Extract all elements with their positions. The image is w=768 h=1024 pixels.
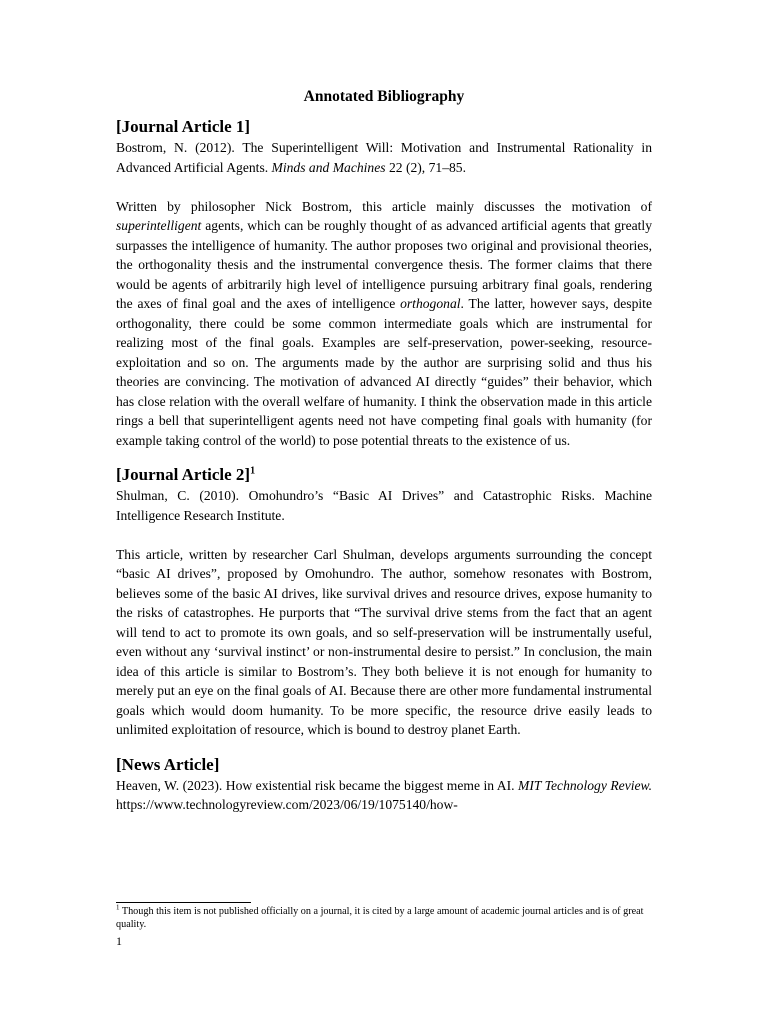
section-news-article bbox=[116, 754, 652, 815]
paragraph-text: . The latter, however says, despite orthogonality, there could be some common intermediate goals which are instrumental for realizing most of the final goals. Examples are self-preservation, power-seeking, resource-exploitation and so on. The arguments made by the author are surprising solid and thus his theories are convincing. The motivation of advanced AI directly “guides” their behavior, which has close relation with the overall welfare of humanity. I think the observation made in this article rings a bell that superintelligent agents need not have competing final goals with humanity (for example taking control of the world) to pose potential threats to the existence of us. bbox=[116, 296, 652, 448]
heading-text: [News Article] bbox=[116, 754, 220, 774]
annotation-paragraph: This article, written by researcher Carl Shulman, develops arguments surrounding the concept “basic AI drives”, proposed by Omohundro. The author, somehow resonates with Bostrom, believes some of the basic AI drives, like survival drives and resource drives, expose humanity to the risks of catastrophes. He purports that “The survival drive stems from the fact that an agent will tend to act to promote its own goals, and so self-preservation will be instrumentally useful, even without any ‘survival instinct’ or non-instrumental desire to persist.” In conclusion, the main idea of this article is similar to Bostrom’s. They both believe it is not enough for humanity to merely put an eye on the final goals of AI. Because there are other more fundamental instrumental goals which would doom humanity. To be more specific, the resource drive easily leads to unlimited exploitation of resource, which is bound to destroy planet Earth. bbox=[116, 546, 652, 737]
section-heading bbox=[116, 116, 652, 138]
page-number: 1 bbox=[116, 934, 122, 948]
footnote-reference[interactable]: 1 bbox=[250, 465, 256, 477]
heading-text: [Journal Article 1] bbox=[116, 117, 251, 136]
document-page bbox=[116, 86, 652, 829]
section-journal-article-2 bbox=[116, 464, 652, 740]
annotation-paragraph bbox=[116, 197, 652, 451]
heading-text: [Journal Article 2] bbox=[116, 465, 251, 484]
section-heading bbox=[116, 464, 652, 486]
footnote bbox=[116, 905, 652, 931]
citation-volume: 22 (2), 71–85. bbox=[385, 159, 466, 175]
citation-url[interactable]: https://www.technologyreview.com/2023/06/19/1075140/how- bbox=[116, 797, 458, 812]
citation-text: Bostrom, N. (2012). The Superintelligent Will: Motivation and Instrumental Rationality in Advanced Artificial Agents. bbox=[116, 140, 652, 175]
citation bbox=[116, 776, 652, 815]
footnote-text: Though this item is not published officially on a journal, it is cited by a large amount of academic journal articles and is of great quality. bbox=[116, 906, 644, 930]
italic-term: superintelligent bbox=[116, 218, 202, 233]
footnote-separator bbox=[116, 902, 251, 903]
journal-name: Minds and Machines bbox=[271, 159, 386, 175]
paragraph-text: agents, which can be roughly thought of as advanced artificial agents that greatly surpasses the intelligence of humanity. The author proposes two original and provisional theories, the orthogonality thesis and the instrumental convergence thesis. The former claims that there would be agents of arbitrarily high level of intelligence pursuing arbitrary final goals, rendering the axes of final goal and the axes of intelligence bbox=[116, 218, 652, 311]
citation bbox=[116, 138, 652, 177]
citation-text: Heaven, W. (2023). How existential risk became the biggest meme in AI. bbox=[116, 777, 519, 793]
section-heading bbox=[116, 754, 652, 776]
document-title: Annotated Bibliography bbox=[303, 88, 465, 105]
citation: Shulman, C. (2010). Omohundro’s “Basic AI Drives” and Catastrophic Risks. Machine Intelligence Research Institute. bbox=[116, 488, 652, 523]
section-journal-article-1 bbox=[116, 116, 652, 450]
publication-name: MIT Technology Review. bbox=[518, 777, 652, 793]
paragraph-text: Written by philosopher Nick Bostrom, this article mainly discusses the motivation of bbox=[116, 198, 652, 214]
footnote-marker: 1 bbox=[116, 903, 120, 912]
italic-term: orthogonal bbox=[400, 296, 461, 311]
